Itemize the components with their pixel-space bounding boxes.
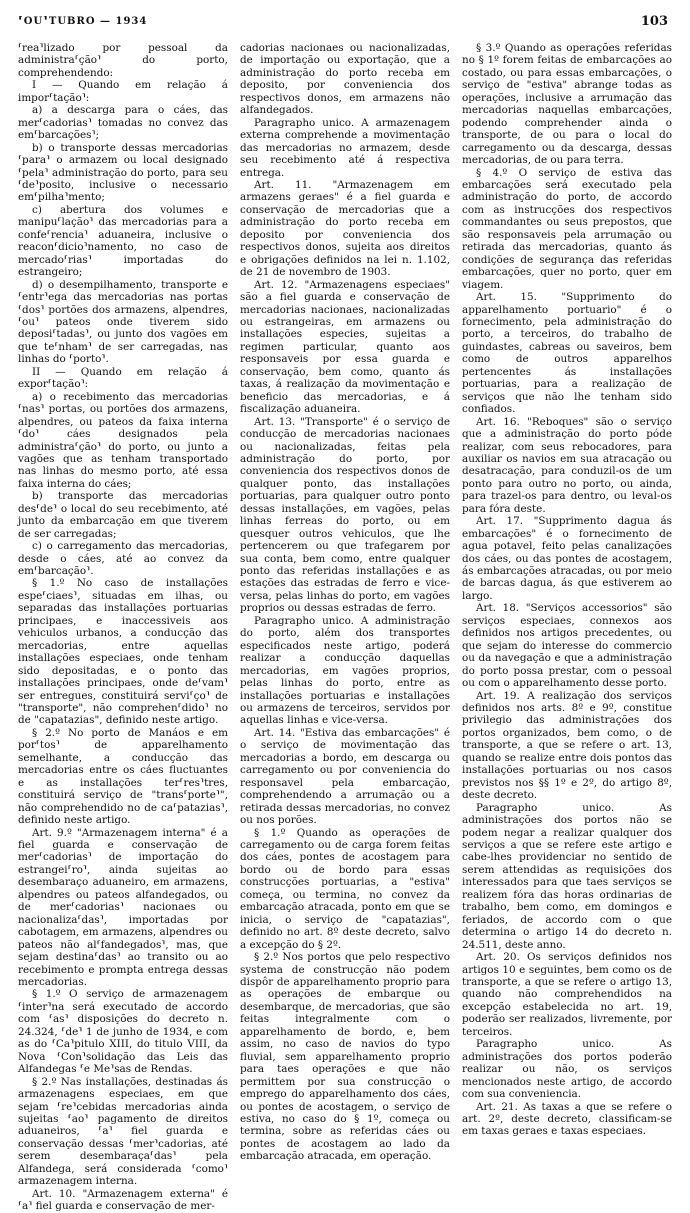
paragraph: Art. 20. Os serviços definidos nos artigos 10 e seguintes, bem como os de transporte, a que se refere o artigo 13, quando não comprehendidos na excepção estabelecida no art. 19, poderão ser realizados, livremente, por terceiros. bbox=[462, 951, 672, 1038]
paragraph: a) a descarga para o cáes, das mer⸢cadorias⸣ tomadas no convez das em⸢barcações⸣; bbox=[18, 104, 228, 142]
paragraph: c) o carregamento das mercadorias, desde o cáes, até ao convez da em⸢barcação⸣. bbox=[18, 540, 228, 578]
paragraph: Art. 12. "Armazenagens especiaes" são a fiel guarda e conservação de mercadorias nacionaes, nacionalizadas ou estrangeiras, em armazens ou installações especies, sujeitas a regimen particular, quanto aos responsaveis por essa guarda e conservação, bem como, quanto ás taxas, á realização da movimentação e beneficio das mercadorias, e á fiscalização aduaneira. bbox=[240, 278, 450, 416]
text-column-middle bbox=[240, 42, 450, 1163]
paragraph: Art. 10. "Armazenagem externa" é ⸢a⸣ fiel guarda e conservação de mer- bbox=[18, 1187, 228, 1213]
paragraph: b) transporte das mercadorias des⸢de⸣ o local do seu recebimento, até junto da embarcação em que tiverem de ser carregadas; bbox=[18, 490, 228, 540]
paragraph: Paragrapho unico. As administrações dos portos não se podem negar a realizar qualquer dos serviços a que se refere este artigo e cabe-lhes providenciar no sentido de serem attendidas as requisições dos interessados para que taes serviços se realizem fóra das horas ordinarias de trabalho, bem como, em domingos e feriados, de accordo com o que determina o artigo 14 do decreto n. 24.511, deste anno. bbox=[462, 801, 672, 951]
paragraph: Art. 17. "Supprimento dagua ás embarcações" é o fornecimento de agua potavel, feito pelas canalizações dos cáes, ou das pontes de acostagem, ás embarcações atracadas, ou por meio de barcas dagua, ás que estiverem ao largo. bbox=[462, 515, 672, 602]
paragraph: Art. 9.º "Armazenagem interna" é a fiel guarda e conservação de mer⸢cadorias⸣ de importação do estrangei⸢ro⸣, ainda sujeitas ao desembaraço aduaneiro, em armazens, alpendres ou pateos alfandegados, ou de mer⸢cadorias⸣ nacionaes ou nacionaliza⸢das⸣, importadas por cabotagem, em armazens, alpendres ou pateos não al⸢fandegados⸣, mas, que sejam destina⸢das⸣ ao transito ou ao recebimento e prompta entrega dessas mercadorias. bbox=[18, 826, 228, 988]
paragraph: Art. 16. "Reboques" são o serviço que a administração do porto póde realizar, com seus rebocadores, para auxiliar os navios em sua atracação ou desatracação, para conduzil-os de um ponto para outro no porto, ou ainda, para trazel-os para dentro, ou leval-os para fóra deste. bbox=[462, 415, 672, 515]
paragraph: § 4.º O serviço de estiva das embarcações será executado pela administração do porto, de accordo com as instrucções dos respectivos commandantes ou seus prepostos, que são responsaveis pela arrumação ou retirada das mercadorias, quanto ás condições de segurança das referidas embarcações, quer no porto, quer em viagem. bbox=[462, 166, 672, 291]
paragraph: Paragrapho unico. A administração do porto, além dos transportes especificados neste artigo, poderá realizar a conducção daquellas mercadorias, em vagões proprios, pelas linhas do porto, entre as installações portuarias e installações ou armazens de terceiros, servidos por aquellas linhas e vice-versa. bbox=[240, 614, 450, 727]
page-number: 103 bbox=[640, 14, 668, 29]
paragraph: ⸢rea⸣lizado por pessoal da administra⸢ção⸣ do porto, comprehendendo: bbox=[18, 42, 228, 79]
paragraph: § 3.º Quando as operações referidas no § 1º forem feitas de embarcações ao costado, ou para essas embarcações, o serviço de "estiva" abrange todas as operações, inclusive a arrumação das mercadorias naquellas embarcações, podendo comprehender ainda o transporte, de ou para o local do carregamento ou da descarga, dessas mercadorias, de ou para terra. bbox=[462, 42, 672, 167]
paragraph: II — Quando em relação á expor⸢tação⸣: bbox=[18, 365, 228, 391]
text-column-left bbox=[18, 42, 228, 1213]
paragraph: § 2.º Nos portos que pelo respectivo systema de construcção não podem dispôr de apparelhamento proprio para as operações de embarque ou desembarque, de mercadorias, que são feitas integralmente com o apparelhamento de bordo, e, bem assim, no caso de navios do typo fluvial, sem apparelhamento proprio para taes operações e que não permittem por sua construcção o emprego do apparelhamento dos cáes, ou pontes de acostagem, o serviço de estiva, no caso do § 1º, começa ou termina, sobre as referidas cáes ou pontes de acostagem ao lado da embarcação atracada, em operação. bbox=[240, 951, 450, 1163]
paragraph: Art. 11. "Armazenagem em armazens geraes" é a fiel guarda e conservação de mercadorias que a administração do porto receba em deposito por conveniencia dos respectivos donos, sujeita aos direitos e obrigações definidos na lei n. 1.102, de 21 de novembro de 1903. bbox=[240, 178, 450, 279]
paragraph: § 2.º Nas installações, destinadas ás armazenagens especiaes, em que sejam ⸢re⸣cebidas mercadorias ainda sujeitas ⸢ao⸣ pagamento de direitos aduaneiros, ⸢a⸣ fiel guarda e conservação dessas ⸢mer⸣cadorias, até serem desembaraça⸢das⸣ pela Alfandega, será considerada ⸢como⸣ armazenagem interna. bbox=[18, 1075, 228, 1188]
page-header bbox=[18, 12, 668, 32]
paragraph: Art. 19. A realização dos serviços definidos nos arts. 8º e 9º, constitue privilegio das administrações dos portos organizados, bem como, o de transporte, a que se refere o art. 13, quando se realize entre dois pontos das installações portuarias ou nos casos previstos nos §§ 1º e 2º, do artigo 8º, deste decreto. bbox=[462, 689, 672, 802]
text-column-right bbox=[462, 42, 672, 1138]
running-head: ⸢OU⸣TUBRO — 1934 bbox=[18, 16, 148, 27]
paragraph: § 1.º Quando as operações de carregamento ou de carga forem feitas dos cáes, pontes de acostagem para bordo ou de bordo para essas construcções portuarias, a "estiva" começa, ou termina, no convez da embarcação atracada, ponto em que se inicia, o serviço de "capatazias", definido no art. 8º deste decreto, salvo a excepção do § 2º. bbox=[240, 826, 450, 951]
paragraph: Art. 13. "Transporte" é o serviço de conducção de mercadorias nacionaes ou nacionalizadas, feitas pela administração do porto, por conveniencia dos respectivos donos de qualquer ponto, das installações portuarias, para qualquer outro ponto dessas installações, em vagões, pelas linhas ferreas do porto, ou em quesquer outros vehiculos, que lhe pertencerem ou que trafegarem por sua conta, bem como, entre qualquer ponto das referidas installações e as estações das estradas de ferro e vice-versa, pelas linhas do porto, em vagões proprios ou dessas estradas de ferro. bbox=[240, 415, 450, 615]
paragraph: Art. 18. "Serviços accessorios" são serviços especiaes, connexos aos definidos nos artigos precedentes, ou que sejam do interesse do commercio ou da navegação e que a administração do porto possa prestar, com o pessoal ou com o apparelhamento desse porto. bbox=[462, 602, 672, 690]
paragraph: c) abertura dos volumes e manipu⸢lação⸣ das mercadorias para a confe⸢rencia⸣ aduaneira, inclusive o reacon⸢dicio⸣namento, no caso de mercado⸢rias⸣ importadas do estrangeiro; bbox=[18, 203, 228, 279]
paragraph: b) o transporte dessas mercadorias ⸢para⸣ o armazem ou local designado ⸢pela⸣ administração do porto, para seu ⸢de⸣posito, inclusive o necessario em⸢pilha⸣mento; bbox=[18, 141, 228, 204]
paragraph: Paragrapho unico. A armazenagem externa comprehende a movimentação das mercadorias no armazem, desde seu recebimento até á respectiva entrega. bbox=[240, 116, 450, 179]
paragraph: § 1.º O serviço de armazenagem ⸢inter⸣na será executado de accordo com ⸢as⸣ disposições do decreto n. 24.324, ⸢de⸣ 1 de junho de 1934, e com as do ⸢Ca⸣pitulo XIII, do titulo VIII, da Nova ⸢Con⸣solidação das Leis das Alfandegas ⸢e Me⸣sas de Rendas. bbox=[18, 988, 228, 1076]
paragraph: Art. 14. "Estiva das embarcações" é o serviço de movimentação das mercadorias a bordo, em descarga ou carregamento ou por conveniencia do responsavel pela embarcação, comprehendendo a arrumação ou a retirada dessas mercadorias, no convez ou nos porões. bbox=[240, 726, 450, 827]
paragraph: § 1.º No caso de installações espe⸢ciaes⸣, situadas em ilhas, ou separadas das installações portuarias principaes, e inaccessiveis aos vehiculos urbanos, a conducção das mercadorias, entre aquellas installações especiaes, onde tenham sido depositadas, e o ponto das installações principaes, onde de⸢vam⸣ ser entregues, constituirá servi⸢ço⸣ de "transporte", não comprehen⸢dido⸣ no de "capatazias", definido neste artigo. bbox=[18, 577, 228, 727]
paragraph: Art. 15. "Supprimento do apparelhamento portuario" é o fornecimento, pela administração do porto, a terceiros, do trabalho de guindastes, cabreas ou saveiros, bem como de outros apparelhos pertencentes ás installações portuarias, para a realização de serviços que não lhe tenham sido confiados. bbox=[462, 291, 672, 416]
paragraph: d) o desempilhamento, transporte e ⸢entr⸣ega das mercadorias nas portas ⸢dos⸣ portões dos armazens, alpendres, ⸢ou⸣ pateos onde tiverem sido deposi⸢tadas⸣, ou junto dos vagões em que te⸢nham⸣ de ser carregadas, nas linhas do ⸢porto⸣. bbox=[18, 278, 228, 366]
paragraph: § 2.º No porto de Manáos e em por⸢tos⸣ de apparelhamento semelhante, a conducção das mercadorias entre os cáes fluctuantes e as installações ter⸢res⸣tres, constituirá serviço de "trans⸢porte⸣", não comprehendido no de ca⸢patazias⸣, definido neste artigo. bbox=[18, 726, 228, 827]
paragraph: Art. 21. As taxas a que se refere o art. 2º, deste decreto, classificam-se em taxas geraes e taxas especiaes. bbox=[462, 1100, 672, 1138]
paragraph: cadorias nacionaes ou nacionalizadas, de importação ou exportação, que a administração do porto receba em deposito, por conveniencia dos respectivos donos, em armazens não alfandegados. bbox=[240, 42, 450, 117]
paragraph: Paragrapho unico. As administrações dos portos poderão realizar ou não, os serviços mencionados neste artigo, de accordo com sua conveniencia. bbox=[462, 1038, 672, 1101]
paragraph: I — Quando em relação á impor⸢tação⸣: bbox=[18, 79, 228, 104]
paragraph: a) o recebimento das mercadorias ⸢nas⸣ portas, ou portões dos armazens, alpendres, ou pateos da faixa interna ⸢do⸣ cáes designados pela administra⸢ção⸣ do porto, ou junto a vagões que as tenham transportado nas linhas do mesmo porto, até essa faixa interna do cáes; bbox=[18, 390, 228, 490]
